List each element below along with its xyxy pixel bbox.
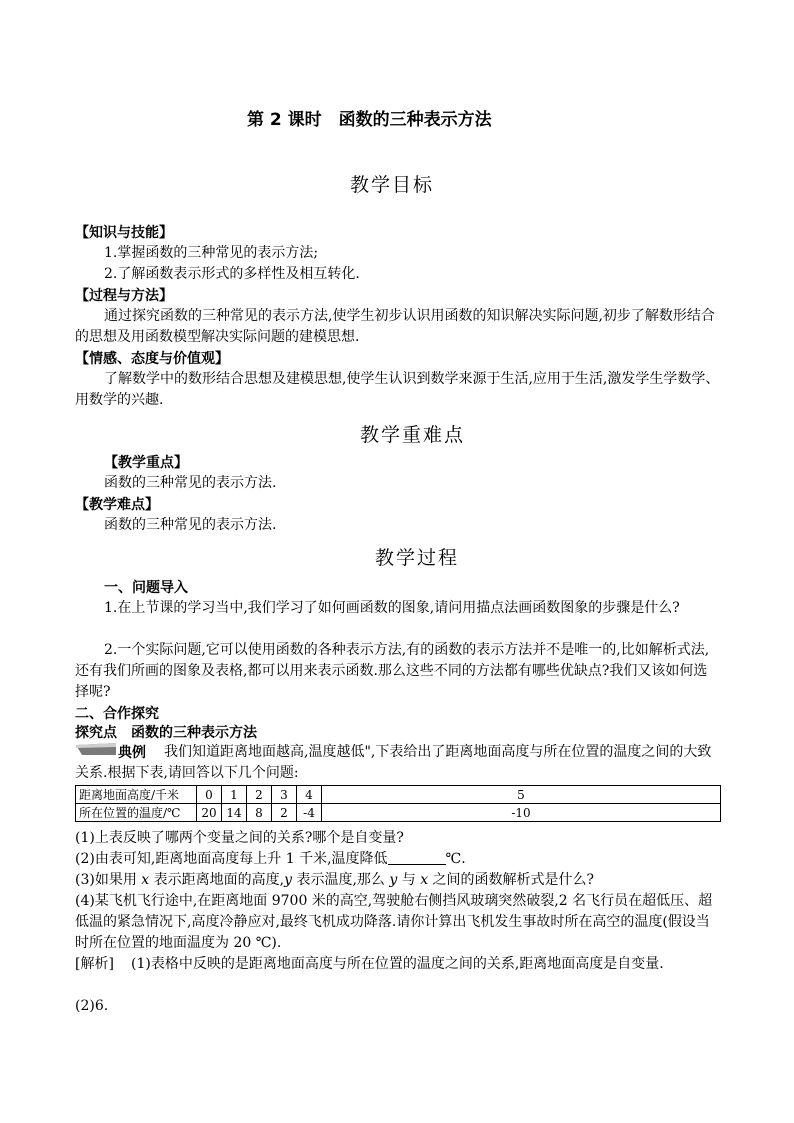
sub-question-3-text: 表示温度,那么: [292, 872, 390, 888]
sub-question-4: (4)某飞机飞行途中,在距离地面 9700 米的高空,驾驶舱右侧挡风玻璃突然破裂,2 名飞行员在超低压、超低温的紧急情况下,高度冷静应对,最终飞机成功降落.请你计算出飞机发生事故时所在高空的温度(假设当时所在位置的地面温度为 20 ℃).: [75, 893, 713, 951]
variable-x: x: [420, 872, 429, 888]
sub-question-2: [75, 849, 466, 870]
page-title: 第 2 课时 函数的三种表示方法: [247, 110, 492, 130]
sub-question-1: (1)上表反映了哪两个变量之间的关系?哪个是自变量?: [75, 830, 404, 846]
table-cell: 2: [247, 786, 272, 804]
answer-blank: [388, 850, 446, 865]
analysis-text-2: (2)6.: [75, 998, 109, 1014]
emotion-text: 了解数学中的数形结合思想及建模思想,使学生认识到数学来源于生活,应用于生活,激发学生学数学、用数学的兴趣.: [75, 371, 720, 408]
section-heading-key-points: 教学重难点: [360, 424, 466, 446]
section-heading-process: 教学过程: [375, 547, 460, 569]
knowledge-item-2: 2.了解函数表示形式的多样性及相互转化.: [104, 266, 360, 282]
example-text: 我们知道距离地面越高,温度越低",下表给出了距离地面高度与所在位置的温度之间的大致关系.根据下表,请回答以下几个问题:: [75, 744, 712, 781]
emotion-label: 【情感、态度与价值观】: [75, 351, 229, 367]
analysis-label: [解析]: [75, 956, 114, 972]
process-method-label: 【过程与方法】: [75, 288, 173, 304]
table-cell: 5: [322, 786, 721, 804]
table-row-header: 距离地面高度/千米: [76, 786, 197, 804]
table-row-header: 所在位置的温度/℃: [76, 804, 197, 822]
sub-question-3-text: 与: [397, 872, 421, 888]
table-cell: 8: [247, 804, 272, 822]
explore-label: 探究点 函数的三种表示方法: [75, 725, 257, 741]
variable-x: x: [141, 872, 150, 888]
question-2: 2.一个实际问题,它可以使用函数的各种表示方法,有的函数的表示方法并不是唯一的,比如解析式法,还有我们所画的图象及表格,都可以用来表示函数.那么这些不同的方法都有哪些优缺点?我们又该如何选择呢?: [75, 642, 710, 700]
table-cell: -10: [322, 804, 721, 822]
difficulty-label: 【教学难点】: [75, 497, 159, 513]
knowledge-label: 【知识与技能】: [75, 225, 173, 241]
sub-question-3-text: 之间的函数解析式是什么?: [428, 872, 595, 888]
sub-question-2-text: (2)由表可知,距离地面高度每上升 1 千米,温度降低: [75, 851, 388, 867]
table-row: [76, 804, 721, 822]
table-cell: 2: [272, 804, 297, 822]
variable-y: y: [284, 872, 293, 888]
table-cell: 14: [222, 804, 247, 822]
difficulty-text: 函数的三种常见的表示方法.: [104, 517, 277, 533]
variable-y: y: [389, 872, 398, 888]
table-cell: 1: [222, 786, 247, 804]
sub-question-3: [75, 870, 594, 891]
sub-question-3-text: 表示距离地面的高度,: [149, 872, 285, 888]
process-method-text: 通过探究函数的三种常见的表示方法,使学生初步认识用函数的知识解决实际问题,初步了解数形结合的思想及用函数模型解决实际问题的建模思想.: [75, 308, 715, 345]
table-row: [76, 786, 721, 804]
focus-label: 【教学重点】: [104, 455, 188, 471]
sub-question-2-unit: ℃.: [445, 851, 466, 867]
section-heading-objectives: 教学目标: [350, 174, 435, 196]
table-cell: 0: [197, 786, 222, 804]
question-1: 1.在上节课的学习当中,我们学习了如何画函数的图象,请问用描点法画函数图象的步骤是什么?: [104, 600, 680, 616]
analysis-text-1: (1)表格中反映的是距离地面高度与所在位置的温度之间的关系,距离地面高度是自变量.: [131, 956, 664, 972]
table-cell: 20: [197, 804, 222, 822]
part1-label: 一、问题导入: [104, 580, 188, 596]
sub-question-3-text: (3)如果用: [75, 872, 142, 888]
knowledge-item-1: 1.掌握函数的三种常见的表示方法;: [104, 245, 319, 261]
table-cell: 3: [272, 786, 297, 804]
table-cell: 4: [297, 786, 322, 804]
example-label: 典例: [118, 745, 146, 761]
focus-text: 函数的三种常见的表示方法.: [104, 475, 277, 491]
table-cell: -4: [297, 804, 322, 822]
part2-label: 二、合作探究: [75, 706, 159, 722]
height-temperature-table: [75, 785, 721, 822]
